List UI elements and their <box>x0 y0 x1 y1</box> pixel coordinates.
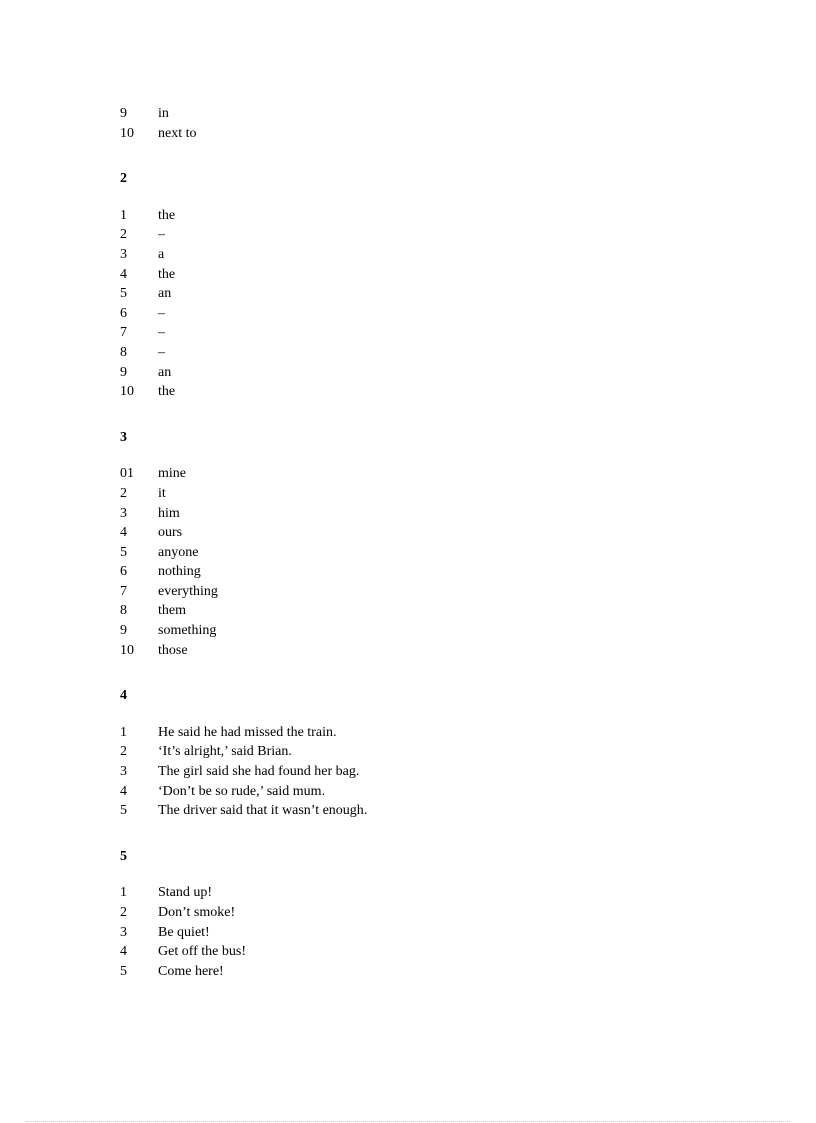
item-number: 01 <box>120 466 134 482</box>
list-item <box>120 323 760 343</box>
list-item <box>120 621 760 641</box>
item-answer: it <box>158 485 166 501</box>
section-5 <box>120 847 760 982</box>
item-number: 2 <box>120 485 127 501</box>
item-number: 3 <box>120 505 127 521</box>
item-number: 9 <box>120 623 127 639</box>
item-answer: everything <box>158 583 218 599</box>
item-number: 3 <box>120 924 127 940</box>
item-number: 1 <box>120 885 127 901</box>
item-answer: an <box>158 286 172 302</box>
list-item <box>120 464 760 484</box>
list-item <box>120 762 760 782</box>
item-number: 10 <box>120 384 134 400</box>
list-item <box>120 641 760 661</box>
list-item <box>120 962 760 982</box>
list-item <box>120 801 760 821</box>
list-item <box>120 742 760 762</box>
list-item <box>120 104 760 124</box>
item-answer: the <box>158 266 176 282</box>
section-2 <box>120 169 760 402</box>
item-number: 4 <box>120 944 127 960</box>
section-title: 4 <box>120 688 127 704</box>
item-answer: He said he had missed the train. <box>158 724 337 740</box>
list-item <box>120 883 760 903</box>
item-answer: the <box>158 384 176 400</box>
item-number: 5 <box>120 963 127 979</box>
list-item <box>120 923 760 943</box>
item-answer: Come here! <box>158 963 224 979</box>
item-answer: something <box>158 623 217 639</box>
item-number: 8 <box>120 603 127 619</box>
item-number: 1 <box>120 207 127 223</box>
item-number: 3 <box>120 764 127 780</box>
item-number: 4 <box>120 525 127 541</box>
item-answer: The driver said that it wasn’t enough. <box>158 803 368 819</box>
item-answer: ‘Don’t be so rude,’ said mum. <box>158 783 326 799</box>
list-item <box>120 225 760 245</box>
list-item <box>120 245 760 265</box>
section-title: 3 <box>120 429 127 445</box>
list-item <box>120 343 760 363</box>
item-number: 7 <box>120 583 127 599</box>
item-answer: them <box>158 603 186 619</box>
item-number: 7 <box>120 325 127 341</box>
section-3 <box>120 428 760 661</box>
list-item <box>120 484 760 504</box>
item-answer: The girl said she had found her bag. <box>158 764 360 780</box>
item-number: 6 <box>120 564 127 580</box>
item-number: 5 <box>120 544 127 560</box>
item-number: 1 <box>120 724 127 740</box>
item-number: 2 <box>120 905 127 920</box>
item-answer: ours <box>158 525 183 541</box>
item-number: 9 <box>120 106 127 121</box>
list-item <box>120 601 760 621</box>
item-answer: Stand up! <box>158 885 213 901</box>
item-number: 6 <box>120 305 127 321</box>
list-item <box>120 284 760 304</box>
item-number: 10 <box>120 642 134 658</box>
list-item <box>120 265 760 285</box>
list-item <box>120 504 760 524</box>
item-answer: – <box>158 325 165 341</box>
item-number: 10 <box>120 125 134 141</box>
item-answer: an <box>158 364 172 380</box>
item-answer: ‘It’s alright,’ said Brian. <box>158 744 292 760</box>
item-answer: anyone <box>158 544 199 560</box>
list-item <box>120 903 760 923</box>
list-item <box>120 562 760 582</box>
item-answer: a <box>158 246 165 262</box>
item-number: 2 <box>120 227 127 243</box>
item-number: 5 <box>120 803 127 819</box>
item-answer: those <box>158 642 188 658</box>
item-answer: Be quiet! <box>158 924 210 940</box>
item-number: 4 <box>120 266 127 282</box>
section-title: 5 <box>120 848 127 864</box>
list-item <box>120 782 760 802</box>
answer-key <box>120 104 760 981</box>
item-answer: – <box>158 305 165 321</box>
item-number: 3 <box>120 246 127 262</box>
list-item <box>120 363 760 383</box>
item-answer: in <box>158 106 169 121</box>
list-item <box>120 206 760 226</box>
item-number: 2 <box>120 744 127 760</box>
list-item <box>120 723 760 743</box>
item-number: 9 <box>120 364 127 380</box>
list-item <box>120 543 760 563</box>
item-answer: the <box>158 207 176 223</box>
section-title: 2 <box>120 171 127 187</box>
list-item <box>120 382 760 402</box>
list-item <box>120 523 760 543</box>
section-4 <box>120 686 760 821</box>
continued-list <box>120 104 760 143</box>
item-number: 8 <box>120 344 127 360</box>
list-item <box>120 304 760 324</box>
item-answer: – <box>158 344 165 360</box>
item-number: 4 <box>120 783 127 799</box>
list-item <box>120 124 760 144</box>
list-item <box>120 582 760 602</box>
item-answer: next to <box>158 125 197 141</box>
item-answer: Don’t smoke! <box>158 905 236 920</box>
item-answer: mine <box>158 466 186 482</box>
list-item <box>120 942 760 962</box>
item-answer: nothing <box>158 564 201 580</box>
item-answer: him <box>158 505 180 521</box>
page-bottom-divider <box>26 1121 790 1122</box>
item-number: 5 <box>120 286 127 302</box>
item-answer: Get off the bus! <box>158 944 246 960</box>
item-answer: – <box>158 227 165 243</box>
